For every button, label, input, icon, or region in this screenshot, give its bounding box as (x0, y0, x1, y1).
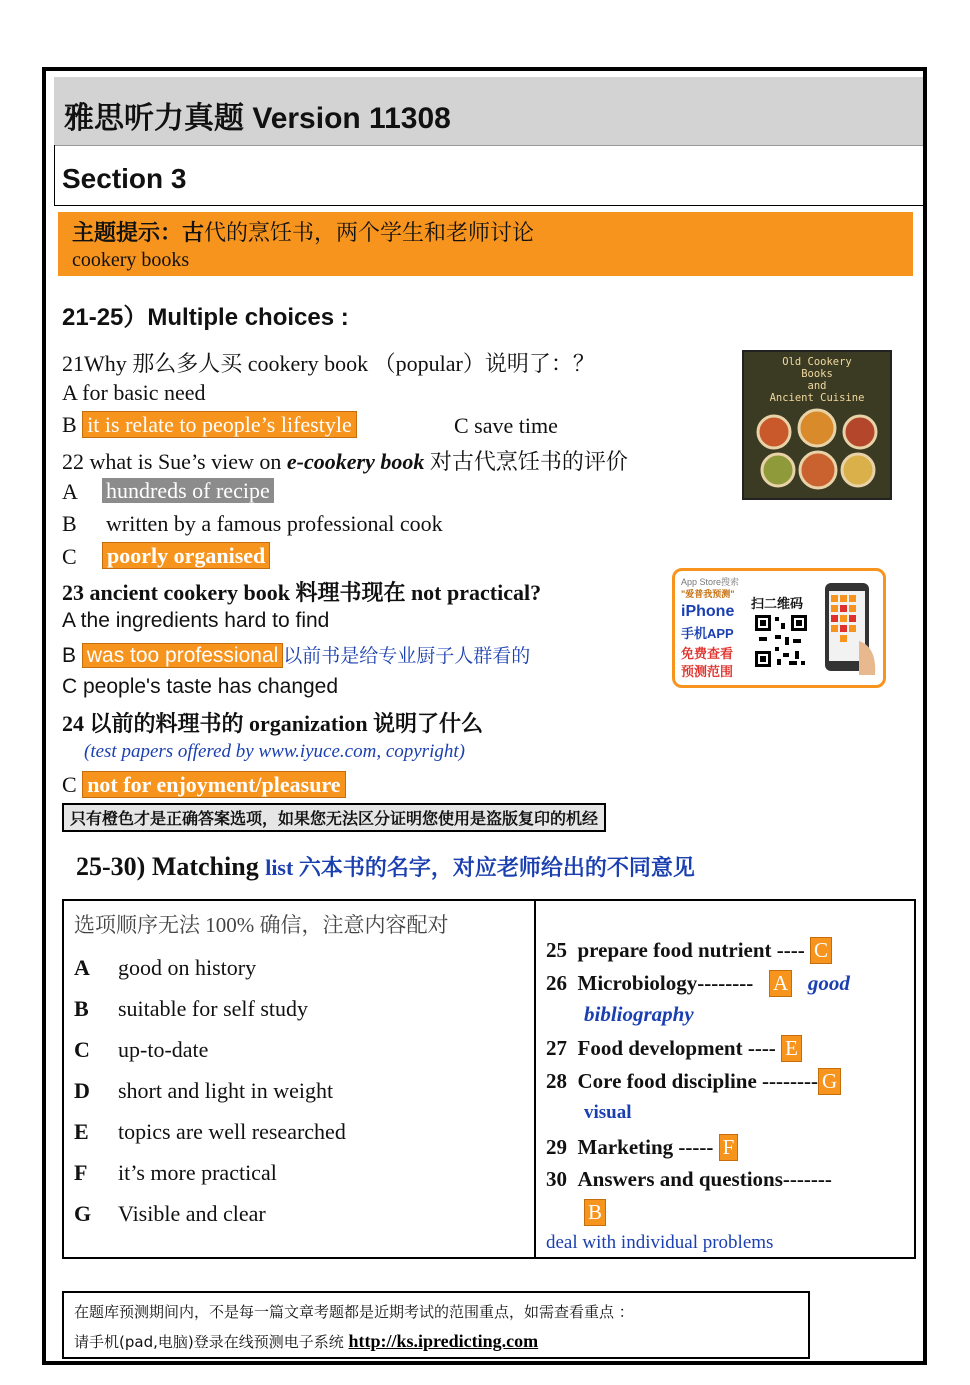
question-number: 26 (546, 971, 567, 995)
question-number: 25 (546, 938, 567, 962)
option-order-hint: 选项顺序无法 100% 确信，注意内容配对 (74, 913, 449, 937)
q22-answer-highlight: poorly organised (102, 542, 270, 569)
q24-option-c (62, 772, 346, 798)
option-text: topics are well researched (118, 1119, 346, 1144)
q24-c-letter: C (62, 772, 83, 797)
question-note: deal with individual problems (546, 1232, 774, 1253)
book-title-line: Ancient Cuisine (769, 392, 865, 404)
option-row (74, 1119, 89, 1145)
option-text: short and light in weight (118, 1078, 334, 1103)
option-letter: D (74, 1078, 90, 1103)
question-number: 29 (546, 1135, 567, 1159)
footer-line1: 在题库预测期间内，不是每一篇文章考题都是近期考试的范围重点，如需查看重点 ： (74, 1303, 634, 1321)
answer-row (584, 1199, 606, 1226)
answer-box: F (719, 1134, 739, 1161)
phone-icon (819, 581, 879, 679)
footer-notice (62, 1291, 810, 1359)
option-letter: A (74, 955, 90, 980)
matching-table (62, 899, 916, 1259)
q21-option-b (62, 412, 357, 438)
q21-option-c: C save time (454, 413, 558, 438)
q22-a-letter: A (62, 479, 78, 504)
question-text: prepare food nutrient ---- (577, 938, 805, 962)
option-row (74, 1160, 87, 1186)
q22-suffix: 对古代烹饪书的评价 (424, 449, 628, 474)
q21-option-a: A for basic need (62, 380, 206, 405)
question-row (546, 970, 850, 997)
q22-c-letter: C (62, 544, 77, 569)
q24-answer-highlight: not for enjoyment/pleasure (82, 771, 345, 798)
book-cover-image (742, 350, 892, 500)
q22-option-c (102, 543, 270, 569)
predict-system-link[interactable]: http://ks.ipredicting.com (348, 1331, 539, 1351)
answer-box: B (584, 1199, 606, 1226)
question-note: visual (584, 1102, 632, 1123)
book-title-line: and (807, 380, 827, 392)
book-title-line: Books (801, 368, 833, 380)
answer-box: G (818, 1068, 841, 1095)
q23: 23 ancient cookery book 料理书现在 not practical? (62, 580, 542, 605)
piracy-notice: 只有橙色才是正确答案选项，如果您无法区分证明您使用是盗版复印的机经 (62, 803, 606, 832)
q23-answer-highlight: was too professional (82, 643, 283, 668)
q22-prefix: 22 what is Sue’s view on (62, 449, 287, 474)
footer-line2-text: 请手机(pad,电脑)登录在线预测电子系统 (74, 1333, 349, 1351)
qr-code-icon (753, 613, 809, 669)
page-frame (42, 67, 927, 1365)
question-text: Marketing ----- (577, 1135, 714, 1159)
q23-b-letter: B (62, 644, 82, 667)
question-text: Answers and questions------- (577, 1167, 832, 1191)
app-ad-banner (672, 568, 886, 688)
option-row (74, 1037, 90, 1063)
ad-line4: 手机APP (681, 626, 734, 641)
question-number: 28 (546, 1069, 567, 1093)
ad-line5: 免费查看 (681, 646, 734, 661)
option-text: suitable for self study (118, 996, 309, 1021)
ad-scan-label: 扫二维码 (751, 596, 804, 611)
topic-line2: cookery books (72, 249, 190, 271)
question-row (546, 937, 832, 964)
answer-box: C (810, 937, 832, 964)
option-letter: F (74, 1160, 88, 1185)
q23-option-b (62, 641, 530, 668)
question-note: good (807, 971, 850, 995)
option-letter: C (74, 1037, 90, 1062)
question-row (546, 1035, 802, 1062)
book-title-line: Old Cookery (782, 356, 852, 368)
answer-box: A (769, 970, 792, 997)
section-title: Section 3 (62, 163, 187, 194)
q23-option-a: A the ingredients hard to find (62, 609, 330, 632)
option-text: good on history (118, 955, 257, 980)
option-row (74, 996, 89, 1022)
option-text: it’s more practical (118, 1160, 277, 1185)
option-row (74, 1078, 90, 1104)
q24: 24 以前的料理书的 organization 说明了什么 (62, 711, 484, 736)
question-text: Core food discipline -------- (577, 1069, 818, 1093)
topic-rest: 代的烹饪书，两个学生和老师讨论 (204, 221, 535, 246)
q21-b-letter: B (62, 412, 83, 437)
q21: 21Why 那么多人买 cookery book （popular）说明了：？ (62, 351, 595, 376)
question-row (546, 1167, 832, 1192)
question-row (546, 1068, 841, 1095)
q22-emphasis: e-cookery book (286, 449, 425, 474)
question-text: Microbiology-------- (577, 971, 754, 995)
option-text: up-to-date (118, 1037, 209, 1062)
q22-b-letter: B (62, 511, 77, 536)
table-divider (534, 901, 536, 1257)
option-letter: E (74, 1119, 89, 1144)
ad-line6: 预测范围 (681, 664, 734, 679)
matching-heading-note: list 六本书的名字，对应老师给出的不同意见 (265, 855, 695, 880)
option-letter: G (74, 1201, 92, 1226)
food-bowls-illustration (744, 352, 890, 498)
mc-heading: 21-25）Multiple choices : (62, 304, 349, 331)
option-row (74, 955, 90, 981)
option-letter: B (74, 996, 89, 1021)
topic-bold: 主题提示：古 (72, 220, 205, 246)
matching-heading-text: 25-30) Matching (76, 852, 259, 881)
option-text: Visible and clear (118, 1201, 266, 1226)
q21-answer-highlight: it is relate to people’s lifestyle (82, 411, 357, 438)
question-note: bibliography (584, 1002, 694, 1026)
footer-line2 (74, 1331, 538, 1352)
option-row (74, 1201, 91, 1227)
q22-option-a (102, 478, 274, 504)
q22-option-b: written by a famous professional cook (106, 511, 443, 536)
answer-box: E (781, 1035, 802, 1062)
question-number: 27 (546, 1036, 567, 1060)
copyright-note: (test papers offered by www.iyuce.com, copyright) (84, 741, 465, 762)
matching-heading (76, 851, 695, 882)
page-title: 雅思听力真题 Version 11308 (64, 102, 451, 135)
q22 (62, 445, 628, 476)
question-row (546, 1134, 738, 1161)
question-text: Food development ---- (577, 1036, 776, 1060)
ad-line2: "爱普我预测" (681, 589, 735, 599)
ad-line3: iPhone (681, 603, 735, 620)
ad-line1: App Store搜索 (681, 577, 740, 587)
q23-b-note: 以前书是给专业厨子人群看的 (283, 646, 531, 667)
q22-a-text: hundreds of recipe (102, 478, 274, 503)
question-number: 30 (546, 1167, 567, 1191)
q23-option-c: C people's taste has changed (62, 675, 339, 698)
topic-line1 (72, 216, 534, 247)
